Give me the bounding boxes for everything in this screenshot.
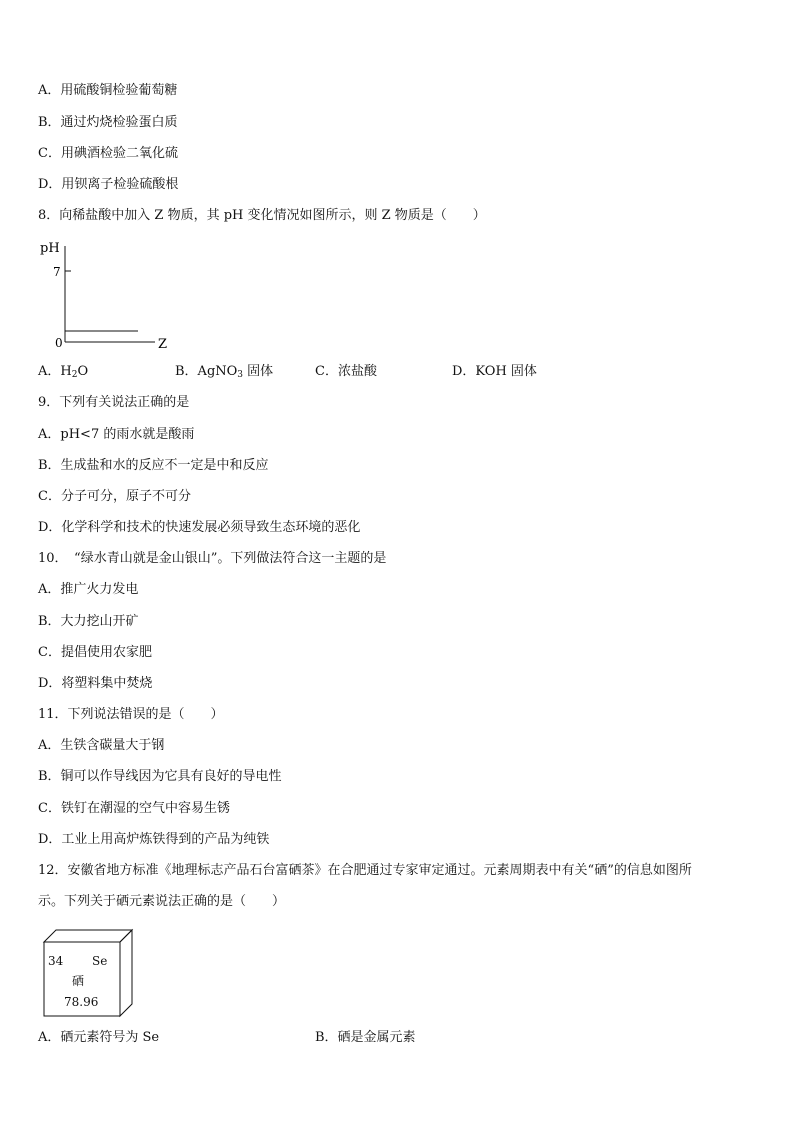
q8-graph-svg	[38, 236, 178, 354]
q9-stem: 9．下列有关说法正确的是	[38, 395, 190, 410]
q10-stem: 10． “绿水青山就是金山银山”。下列做法符合这一主题的是	[38, 551, 387, 566]
q11-option-a: A．生铁含碳量大于钢	[38, 738, 165, 753]
q7-option-a: A．用硫酸铜检验葡萄糖	[38, 83, 178, 98]
element-name: 硒	[72, 974, 85, 988]
origin-label: 0	[55, 336, 63, 350]
q12-stem-line2: 示。下列关于硒元素说法正确的是（ ）	[38, 894, 286, 909]
q7-option-d: D．用钡离子检验硫酸根	[38, 177, 179, 192]
atomic-mass: 78.96	[64, 995, 99, 1009]
q8-option-b: B．AgNO$_3$ 固体	[175, 364, 274, 380]
q12-option-b: B．硒是金属元素	[315, 1030, 416, 1045]
q11-option-d: D．工业上用高炉炼铁得到的产品为纯铁	[38, 832, 270, 847]
q11-stem: 11．下列说法错误的是（ ）	[38, 707, 224, 722]
q9-option-d: D．化学科学和技术的快速发展必须导致生态环境的恶化	[38, 520, 361, 535]
element-symbol: Se	[92, 954, 108, 968]
q11-option-c: C．铁钉在潮湿的空气中容易生锈	[38, 801, 230, 816]
q8-ph-graph	[38, 236, 178, 354]
q7-option-b: B．通过灼烧检验蛋白质	[38, 115, 178, 130]
tick-label-7: 7	[53, 265, 61, 279]
q10-option-c: C．提倡使用农家肥	[38, 645, 152, 660]
q8-option-a: A．$H_2O$	[38, 364, 89, 380]
q8-option-d: D．KOH 固体	[452, 364, 537, 379]
q10-option-b: B．大力挖山开矿	[38, 614, 139, 629]
q9-option-c: C．分子可分，原子不可分	[38, 489, 191, 504]
q9-option-a: A．pH<7 的雨水就是酸雨	[38, 427, 195, 442]
q10-option-d: D．将塑料集中焚烧	[38, 676, 153, 691]
x-axis-label: Z	[158, 337, 168, 352]
q9-option-b: B．生成盐和水的反应不一定是中和反应	[38, 458, 269, 473]
q12-option-a: A．硒元素符号为 Se	[38, 1030, 160, 1045]
q8-stem: 8．向稀盐酸中加入 Z 物质，其 pH 变化情况如图所示，则 Z 物质是（ ）	[38, 208, 486, 223]
q12-stem-line1: 12．安徽省地方标准《地理标志产品石台富硒茶》在合肥通过专家审定通过。元素周期表中有关“硒”的信息如图所	[38, 863, 692, 878]
selenium-element-card	[40, 928, 136, 1020]
atomic-number: 34	[48, 954, 64, 968]
q8-option-c: C．浓盐酸	[315, 364, 377, 379]
y-axis-label: pH	[40, 241, 60, 256]
q7-option-c: C．用碘酒检验二氧化硫	[38, 146, 178, 161]
q10-option-a: A．推广火力发电	[38, 582, 139, 597]
q11-option-b: B．铜可以作导线因为它具有良好的导电性	[38, 769, 282, 784]
